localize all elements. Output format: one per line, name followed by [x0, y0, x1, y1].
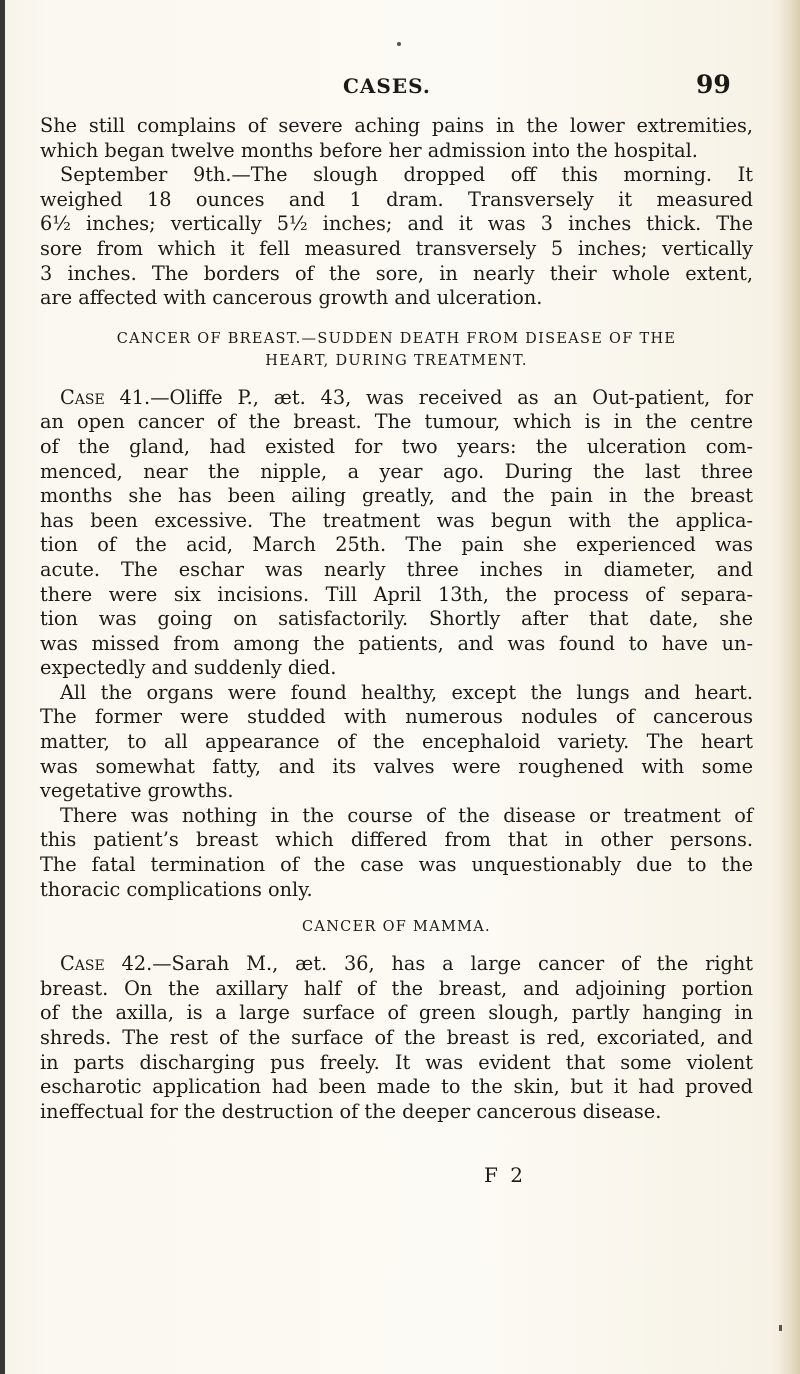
signature-mark: F 2	[484, 1163, 526, 1187]
text-line: of the axilla, is a large surface of green slough, partly hanging in	[40, 1001, 753, 1025]
text-line: 6½ inches; vertically 5½ inches; and it was 3 inches thick. The	[40, 212, 753, 236]
text-line: thoracic complications only.	[40, 877, 313, 901]
text-line: expectedly and suddenly died.	[40, 656, 337, 680]
text-line: matter, to all appearance of the encephaloid variety. The heart	[40, 730, 753, 754]
text-line: sore from which it fell measured transversely 5 inches; vertically	[40, 236, 753, 260]
case-42-first-line	[40, 952, 753, 977]
spacer	[40, 372, 753, 386]
spacer	[40, 902, 753, 916]
body-text	[40, 114, 753, 1124]
case-41-first-line	[40, 386, 753, 411]
page-edge-shadow	[778, 0, 800, 1374]
text-line: menced, near the nipple, a year ago. During the last three	[40, 459, 753, 483]
text-fragment: —Sarah M., æt. 36, has a large cancer of the right	[152, 952, 754, 976]
text-line: tion was going on satisfactorily. Shortly after that date, she	[40, 607, 753, 631]
text-line: shreds. The rest of the surface of the breast is red, excoriated, and	[40, 1026, 753, 1049]
binding-edge	[0, 0, 5, 1374]
running-title: CASES.	[343, 74, 431, 98]
running-head	[0, 66, 800, 106]
spacer	[40, 311, 753, 328]
text-line: The former were studded with numerous nodules of cancerous	[40, 705, 753, 729]
press-mark	[397, 42, 401, 46]
text-line: There was nothing in the course of the disease or treatment of	[60, 803, 753, 827]
text-line: breast. On the axillary half of the breast, and adjoining portion	[40, 976, 753, 1000]
text-line: escharotic application had been made to the skin, but it had proved	[40, 1075, 753, 1099]
text-line: has been excessive. The treatment was begun with the applica-	[40, 508, 753, 532]
text-line: She still complains of severe aching pains in the lower extremities,	[40, 114, 753, 137]
page-number: 99	[696, 70, 731, 99]
text-line: this patient’s breast which differed from that in other persons.	[40, 828, 753, 852]
text-line: months she has been ailing greatly, and the pain in the breast	[40, 484, 753, 508]
edge-mark	[779, 1325, 782, 1331]
text-line: which began twelve months before her admission into the hospital.	[40, 138, 698, 162]
text-line: 3 inches. The borders of the sore, in nearly their whole extent,	[40, 261, 753, 285]
text-line: weighed 18 ounces and 1 dram. Transversely it measured	[40, 187, 753, 211]
text-line: September 9th.—The slough dropped off this morning. It	[60, 163, 753, 187]
text-line: was missed from among the patients, and was found to have un-	[40, 631, 753, 655]
text-fragment: —Oliffe P., æt. 43, was received as an Out-patient, for	[150, 385, 754, 409]
case-label: Case 41.	[60, 385, 151, 409]
section-heading: CANCER OF BREAST.—SUDDEN DEATH FROM DISEASE OF THE	[116, 330, 677, 347]
section-heading: CANCER OF MAMMA.	[302, 919, 491, 936]
section-heading: HEART, DURING TREATMENT.	[265, 352, 528, 369]
text-line: are affected with cancerous growth and ulceration.	[40, 286, 543, 310]
spacer	[40, 938, 753, 952]
text-line: in parts discharging pus freely. It was evident that some violent	[40, 1050, 753, 1074]
text-line: All the organs were found healthy, except the lungs and heart.	[60, 680, 753, 704]
text-line: there were six incisions. Till April 13th, the process of separa-	[40, 582, 753, 606]
text-line: ineffectual for the destruction of the deeper cancerous disease.	[40, 1099, 662, 1123]
text-line: The fatal termination of the case was unquestionably due to the	[40, 853, 753, 877]
text-line: vegetative growths.	[40, 779, 234, 803]
case-label: Case 42.	[60, 952, 153, 976]
text-line: was somewhat fatty, and its valves were roughened with some	[40, 754, 753, 778]
text-line: tion of the acid, March 25th. The pain she experienced was	[40, 533, 753, 557]
text-line: an open cancer of the breast. The tumour, which is in the centre	[40, 410, 753, 434]
text-line: of the gland, had existed for two years: the ulceration com-	[40, 434, 753, 458]
text-line: acute. The eschar was nearly three inches in diameter, and	[40, 557, 753, 581]
